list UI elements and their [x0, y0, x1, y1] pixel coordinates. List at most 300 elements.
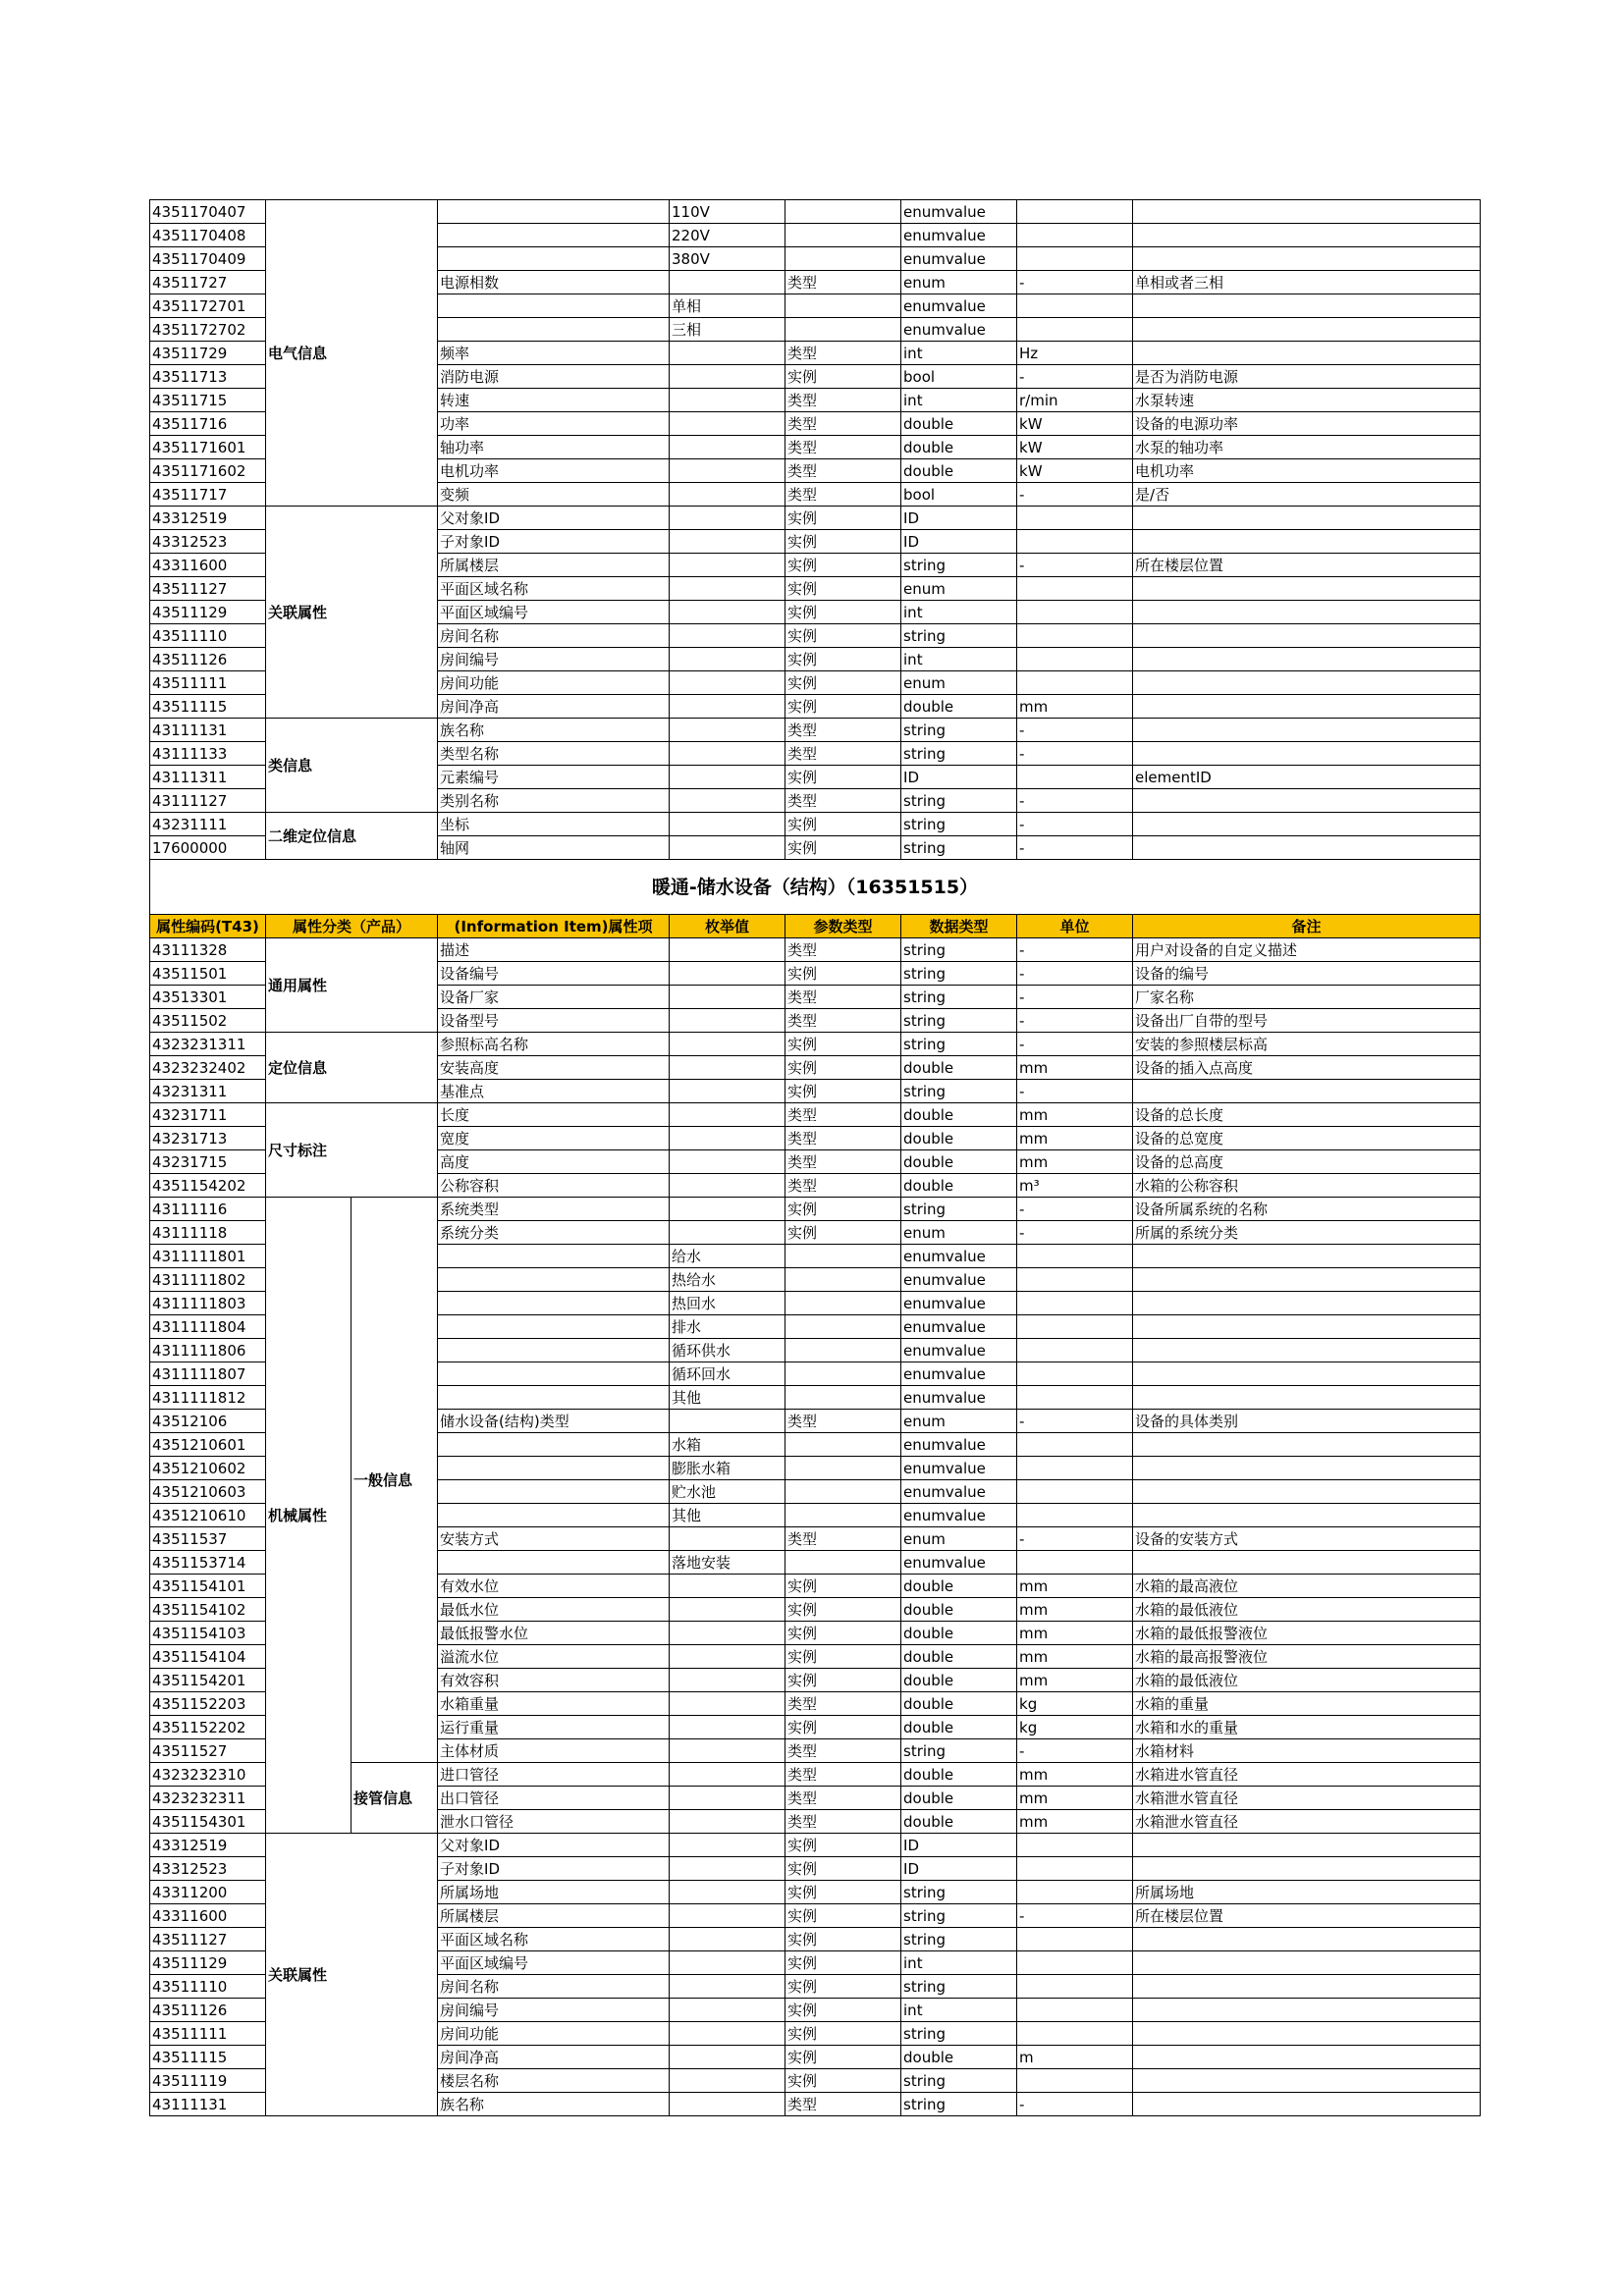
data-type-cell: string [901, 554, 1017, 577]
property-item-cell: 平面区域名称 [438, 1928, 670, 1951]
unit-cell [1017, 200, 1133, 224]
unit-cell: - [1017, 483, 1133, 507]
param-type-cell: 类型 [785, 938, 901, 962]
unit-cell: kW [1017, 412, 1133, 436]
enum-value-cell [670, 836, 785, 860]
param-type-cell: 实例 [785, 1834, 901, 1857]
category-cell: 电气信息 [266, 200, 438, 507]
table-row [150, 507, 1481, 530]
property-code-cell: 43111131 [150, 719, 266, 742]
property-item-cell: 变频 [438, 483, 670, 507]
property-item-cell [438, 1551, 670, 1575]
param-type-cell: 实例 [785, 365, 901, 389]
param-type-cell: 实例 [785, 1198, 901, 1221]
property-item-cell: 宽度 [438, 1127, 670, 1150]
data-type-cell: double [901, 1787, 1017, 1810]
unit-cell [1017, 1975, 1133, 1999]
data-type-cell: int [901, 389, 1017, 412]
enum-value-cell [670, 2046, 785, 2069]
unit-cell: kW [1017, 459, 1133, 483]
property-code-cell: 4351154201 [150, 1669, 266, 1692]
property-code-cell: 4351210602 [150, 1457, 266, 1480]
property-item-cell: 父对象ID [438, 1834, 670, 1857]
param-type-cell [785, 1268, 901, 1292]
param-type-cell [785, 200, 901, 224]
param-type-cell: 实例 [785, 836, 901, 860]
unit-cell: - [1017, 719, 1133, 742]
data-type-cell: enum [901, 1221, 1017, 1245]
unit-cell: - [1017, 742, 1133, 766]
data-type-cell: enum [901, 671, 1017, 695]
param-type-cell: 实例 [785, 554, 901, 577]
property-item-cell [438, 1292, 670, 1315]
property-code-cell: 4311111806 [150, 1339, 266, 1362]
category-cell: 定位信息 [266, 1033, 438, 1103]
param-type-cell: 实例 [785, 1221, 901, 1245]
enum-value-cell [670, 2093, 785, 2116]
property-code-cell: 43511126 [150, 1999, 266, 2022]
data-type-cell: enumvalue [901, 1551, 1017, 1575]
remark-cell [1133, 1292, 1481, 1315]
property-code-cell: 4323232311 [150, 1787, 266, 1810]
data-type-cell: double [901, 412, 1017, 436]
remark-cell [1133, 836, 1481, 860]
property-code-cell: 4323231311 [150, 1033, 266, 1056]
property-item-cell: 描述 [438, 938, 670, 962]
enum-value-cell [670, 1127, 785, 1150]
property-item-cell [438, 318, 670, 342]
unit-cell: - [1017, 1221, 1133, 1245]
property-code-cell: 43111127 [150, 789, 266, 813]
unit-cell: mm [1017, 1598, 1133, 1622]
enum-value-cell: 给水 [670, 1245, 785, 1268]
property-item-cell: 平面区域编号 [438, 1951, 670, 1975]
remark-cell [1133, 247, 1481, 271]
enum-value-cell: 热给水 [670, 1268, 785, 1292]
data-type-cell: string [901, 938, 1017, 962]
param-type-cell: 实例 [785, 507, 901, 530]
data-type-cell: double [901, 1669, 1017, 1692]
unit-cell [1017, 294, 1133, 318]
unit-cell [1017, 1292, 1133, 1315]
param-type-cell [785, 1292, 901, 1315]
property-item-cell: 元素编号 [438, 766, 670, 789]
data-type-cell: string [901, 2069, 1017, 2093]
data-type-cell: double [901, 459, 1017, 483]
enum-value-cell [670, 1857, 785, 1881]
enum-value-cell [670, 1645, 785, 1669]
unit-cell [1017, 318, 1133, 342]
column-header: 参数类型 [785, 915, 901, 938]
enum-value-cell [670, 742, 785, 766]
remark-cell [1133, 2093, 1481, 2116]
property-item-cell: 系统类型 [438, 1198, 670, 1221]
property-code-cell: 4351152203 [150, 1692, 266, 1716]
param-type-cell: 类型 [785, 1410, 901, 1433]
enum-value-cell [670, 671, 785, 695]
remark-cell: 水箱的最低报警液位 [1133, 1622, 1481, 1645]
data-type-cell: enumvalue [901, 1292, 1017, 1315]
enum-value-cell [670, 1716, 785, 1739]
remark-cell [1133, 1999, 1481, 2022]
data-type-cell: string [901, 836, 1017, 860]
remark-cell: 设备的电源功率 [1133, 412, 1481, 436]
property-code-cell: 4351154301 [150, 1810, 266, 1834]
unit-cell [1017, 2022, 1133, 2046]
remark-cell [1133, 577, 1481, 601]
param-type-cell: 实例 [785, 1622, 901, 1645]
remark-cell: 水箱进水管直径 [1133, 1763, 1481, 1787]
property-code-cell: 43511716 [150, 412, 266, 436]
data-type-cell: enumvalue [901, 1315, 1017, 1339]
enum-value-cell [670, 1951, 785, 1975]
data-type-cell: enumvalue [901, 200, 1017, 224]
unit-cell: mm [1017, 1763, 1133, 1787]
enum-value-cell [670, 695, 785, 719]
remark-cell: 水箱泄水管直径 [1133, 1810, 1481, 1834]
table-row [150, 813, 1481, 836]
enum-value-cell [670, 530, 785, 554]
data-type-cell: double [901, 1103, 1017, 1127]
param-type-cell [785, 1504, 901, 1527]
unit-cell [1017, 224, 1133, 247]
enum-value-cell [670, 1103, 785, 1127]
property-code-cell: 4311111807 [150, 1362, 266, 1386]
param-type-cell: 实例 [785, 695, 901, 719]
remark-cell [1133, 789, 1481, 813]
remark-cell [1133, 1504, 1481, 1527]
enum-value-cell: 水箱 [670, 1433, 785, 1457]
param-type-cell: 实例 [785, 2046, 901, 2069]
data-type-cell: enumvalue [901, 1339, 1017, 1362]
property-code-cell: 43312519 [150, 1834, 266, 1857]
property-item-cell: 房间净高 [438, 2046, 670, 2069]
remark-cell: 所在楼层位置 [1133, 1904, 1481, 1928]
remark-cell: 水箱材料 [1133, 1739, 1481, 1763]
param-type-cell [785, 1480, 901, 1504]
unit-cell [1017, 507, 1133, 530]
unit-cell: mm [1017, 1645, 1133, 1669]
property-item-cell: 高度 [438, 1150, 670, 1174]
enum-value-cell [670, 459, 785, 483]
property-code-cell: 43511717 [150, 483, 266, 507]
param-type-cell: 实例 [785, 648, 901, 671]
enum-value-cell [670, 436, 785, 459]
enum-value-cell [670, 1056, 785, 1080]
param-type-cell: 类型 [785, 412, 901, 436]
property-code-cell: 4311111804 [150, 1315, 266, 1339]
enum-value-cell: 其他 [670, 1386, 785, 1410]
property-code-cell: 43511527 [150, 1739, 266, 1763]
data-type-cell: double [901, 1598, 1017, 1622]
remark-cell [1133, 1834, 1481, 1857]
data-type-cell: enumvalue [901, 1268, 1017, 1292]
remark-cell: 设备的总宽度 [1133, 1127, 1481, 1150]
param-type-cell [785, 1551, 901, 1575]
param-type-cell: 类型 [785, 1692, 901, 1716]
property-item-cell: 房间功能 [438, 2022, 670, 2046]
property-code-cell: 43111131 [150, 2093, 266, 2116]
data-type-cell: string [901, 1009, 1017, 1033]
enum-value-cell [670, 507, 785, 530]
remark-cell [1133, 624, 1481, 648]
column-header: 单位 [1017, 915, 1133, 938]
remark-cell [1133, 1457, 1481, 1480]
param-type-cell [785, 247, 901, 271]
remark-cell [1133, 1386, 1481, 1410]
data-type-cell: double [901, 1127, 1017, 1150]
property-code-cell: 4351171601 [150, 436, 266, 459]
unit-cell: - [1017, 365, 1133, 389]
property-item-cell [438, 1504, 670, 1527]
remark-cell: 设备的具体类别 [1133, 1410, 1481, 1433]
remark-cell [1133, 294, 1481, 318]
property-item-cell [438, 1339, 670, 1362]
unit-cell: - [1017, 1198, 1133, 1221]
param-type-cell: 类型 [785, 2093, 901, 2116]
enum-value-cell [670, 1598, 785, 1622]
property-code-cell: 43511501 [150, 962, 266, 986]
param-type-cell: 类型 [785, 1763, 901, 1787]
property-item-cell: 最低水位 [438, 1598, 670, 1622]
param-type-cell: 类型 [785, 1150, 901, 1174]
category-cell: 类信息 [266, 719, 438, 813]
data-type-cell: string [901, 813, 1017, 836]
enum-value-cell [670, 2069, 785, 2093]
unit-cell: - [1017, 1410, 1133, 1433]
param-type-cell [785, 1315, 901, 1339]
enum-value-cell [670, 1763, 785, 1787]
unit-cell: - [1017, 1009, 1133, 1033]
data-type-cell: double [901, 436, 1017, 459]
remark-cell: 设备所属系统的名称 [1133, 1198, 1481, 1221]
unit-cell [1017, 1386, 1133, 1410]
remark-cell: 设备的安装方式 [1133, 1527, 1481, 1551]
enum-value-cell [670, 1150, 785, 1174]
remark-cell [1133, 1080, 1481, 1103]
param-type-cell [785, 1457, 901, 1480]
property-code-cell: 43111116 [150, 1198, 266, 1221]
property-item-cell: 频率 [438, 342, 670, 365]
property-code-cell: 4351154202 [150, 1174, 266, 1198]
property-code-cell: 43231711 [150, 1103, 266, 1127]
property-code-cell: 4351172701 [150, 294, 266, 318]
remark-cell [1133, 813, 1481, 836]
column-header: 备注 [1133, 915, 1481, 938]
property-item-cell: 所属楼层 [438, 554, 670, 577]
remark-cell [1133, 507, 1481, 530]
property-code-cell: 43231111 [150, 813, 266, 836]
table-row [150, 938, 1481, 962]
enum-value-cell [670, 986, 785, 1009]
enum-value-cell [670, 2022, 785, 2046]
param-type-cell [785, 318, 901, 342]
remark-cell [1133, 200, 1481, 224]
enum-value-cell [670, 1834, 785, 1857]
property-code-cell: 43511111 [150, 671, 266, 695]
property-code-cell: 43513301 [150, 986, 266, 1009]
unit-cell: mm [1017, 1622, 1133, 1645]
enum-value-cell: 循环回水 [670, 1362, 785, 1386]
unit-cell: mm [1017, 1787, 1133, 1810]
remark-cell: 水箱和水的重量 [1133, 1716, 1481, 1739]
unit-cell: - [1017, 962, 1133, 986]
remark-cell [1133, 648, 1481, 671]
enum-value-cell [670, 271, 785, 294]
param-type-cell: 实例 [785, 1857, 901, 1881]
remark-cell [1133, 1551, 1481, 1575]
property-code-cell: 43511110 [150, 624, 266, 648]
param-type-cell: 实例 [785, 1669, 901, 1692]
data-type-cell: double [901, 1575, 1017, 1598]
enum-value-cell [670, 766, 785, 789]
property-code-cell: 4351210610 [150, 1504, 266, 1527]
unit-cell: mm [1017, 1810, 1133, 1834]
property-table [149, 199, 1481, 2116]
data-type-cell: string [901, 742, 1017, 766]
param-type-cell [785, 1245, 901, 1268]
remark-cell [1133, 2046, 1481, 2069]
remark-cell [1133, 742, 1481, 766]
property-item-cell: 房间净高 [438, 695, 670, 719]
remark-cell: 水泵转速 [1133, 389, 1481, 412]
unit-cell: - [1017, 1080, 1133, 1103]
column-header: 属性编码(T43) [150, 915, 266, 938]
data-type-cell: int [901, 648, 1017, 671]
unit-cell [1017, 1951, 1133, 1975]
property-code-cell: 43111311 [150, 766, 266, 789]
param-type-cell: 类型 [785, 1810, 901, 1834]
enum-value-cell [670, 624, 785, 648]
header-row [150, 915, 1481, 938]
property-item-cell: 水箱重量 [438, 1692, 670, 1716]
enum-value-cell [670, 648, 785, 671]
property-code-cell: 43511119 [150, 2069, 266, 2093]
property-code-cell: 17600000 [150, 836, 266, 860]
enum-value-cell [670, 365, 785, 389]
remark-cell [1133, 695, 1481, 719]
remark-cell [1133, 1315, 1481, 1339]
data-type-cell: string [901, 1739, 1017, 1763]
property-item-cell: 房间功能 [438, 671, 670, 695]
property-item-cell: 子对象ID [438, 1857, 670, 1881]
param-type-cell: 类型 [785, 1527, 901, 1551]
property-code-cell: 43511537 [150, 1527, 266, 1551]
property-item-cell: 出口管径 [438, 1787, 670, 1810]
enum-value-cell: 110V [670, 200, 785, 224]
property-code-cell: 43312519 [150, 507, 266, 530]
property-item-cell: 房间编号 [438, 1999, 670, 2022]
enum-value-cell [670, 1221, 785, 1245]
property-code-cell: 4323232310 [150, 1763, 266, 1787]
param-type-cell: 类型 [785, 459, 901, 483]
remark-cell [1133, 1268, 1481, 1292]
unit-cell: mm [1017, 1127, 1133, 1150]
unit-cell [1017, 1433, 1133, 1457]
unit-cell: mm [1017, 1056, 1133, 1080]
param-type-cell: 类型 [785, 1103, 901, 1127]
enum-value-cell [670, 601, 785, 624]
remark-cell [1133, 224, 1481, 247]
data-type-cell: ID [901, 1857, 1017, 1881]
enum-value-cell [670, 342, 785, 365]
unit-cell: mm [1017, 1575, 1133, 1598]
category-cell: 二维定位信息 [266, 813, 438, 860]
unit-cell [1017, 1928, 1133, 1951]
enum-value-cell [670, 389, 785, 412]
data-type-cell: enumvalue [901, 318, 1017, 342]
remark-cell: 用户对设备的自定义描述 [1133, 938, 1481, 962]
param-type-cell: 实例 [785, 813, 901, 836]
param-type-cell: 实例 [785, 671, 901, 695]
unit-cell [1017, 1834, 1133, 1857]
param-type-cell: 类型 [785, 1739, 901, 1763]
remark-cell: 水箱的最高液位 [1133, 1575, 1481, 1598]
param-type-cell: 实例 [785, 1080, 901, 1103]
remark-cell: 设备的总高度 [1133, 1150, 1481, 1174]
property-item-cell: 基准点 [438, 1080, 670, 1103]
enum-value-cell [670, 1928, 785, 1951]
remark-cell [1133, 1951, 1481, 1975]
param-type-cell: 实例 [785, 601, 901, 624]
property-code-cell: 43312523 [150, 1857, 266, 1881]
data-type-cell: double [901, 1174, 1017, 1198]
remark-cell: 所属的系统分类 [1133, 1221, 1481, 1245]
table-row [150, 1103, 1481, 1127]
data-type-cell: string [901, 962, 1017, 986]
param-type-cell: 实例 [785, 2069, 901, 2093]
property-item-cell: 所属楼层 [438, 1904, 670, 1928]
enum-value-cell: 贮水池 [670, 1480, 785, 1504]
category-cell: 一般信息 [352, 1198, 438, 1763]
enum-value-cell [670, 483, 785, 507]
param-type-cell: 类型 [785, 742, 901, 766]
unit-cell: m [1017, 2046, 1133, 2069]
property-code-cell: 43511129 [150, 1951, 266, 1975]
remark-cell [1133, 318, 1481, 342]
unit-cell [1017, 1457, 1133, 1480]
unit-cell: kW [1017, 436, 1133, 459]
column-header: (Information Item)属性项 [438, 915, 670, 938]
param-type-cell: 实例 [785, 530, 901, 554]
remark-cell: 设备的插入点高度 [1133, 1056, 1481, 1080]
property-item-cell: 有效容积 [438, 1669, 670, 1692]
property-code-cell: 43231713 [150, 1127, 266, 1150]
property-code-cell: 4323232402 [150, 1056, 266, 1080]
property-code-cell: 4351170408 [150, 224, 266, 247]
data-type-cell: string [901, 1198, 1017, 1221]
property-code-cell: 43311600 [150, 554, 266, 577]
property-code-cell: 43511715 [150, 389, 266, 412]
param-type-cell: 类型 [785, 789, 901, 813]
remark-cell: 水箱的最低液位 [1133, 1598, 1481, 1622]
property-item-cell: 消防电源 [438, 365, 670, 389]
data-type-cell: int [901, 342, 1017, 365]
property-code-cell: 43511713 [150, 365, 266, 389]
property-code-cell: 43511127 [150, 577, 266, 601]
property-item-cell: 类型名称 [438, 742, 670, 766]
remark-cell: 水箱的最低液位 [1133, 1669, 1481, 1692]
unit-cell [1017, 1881, 1133, 1904]
param-type-cell: 实例 [785, 1056, 901, 1080]
unit-cell [1017, 1315, 1133, 1339]
remark-cell [1133, 2069, 1481, 2093]
remark-cell: 设备的编号 [1133, 962, 1481, 986]
data-type-cell: enum [901, 271, 1017, 294]
param-type-cell: 实例 [785, 1575, 901, 1598]
remark-cell: elementID [1133, 766, 1481, 789]
data-type-cell: enumvalue [901, 1504, 1017, 1527]
